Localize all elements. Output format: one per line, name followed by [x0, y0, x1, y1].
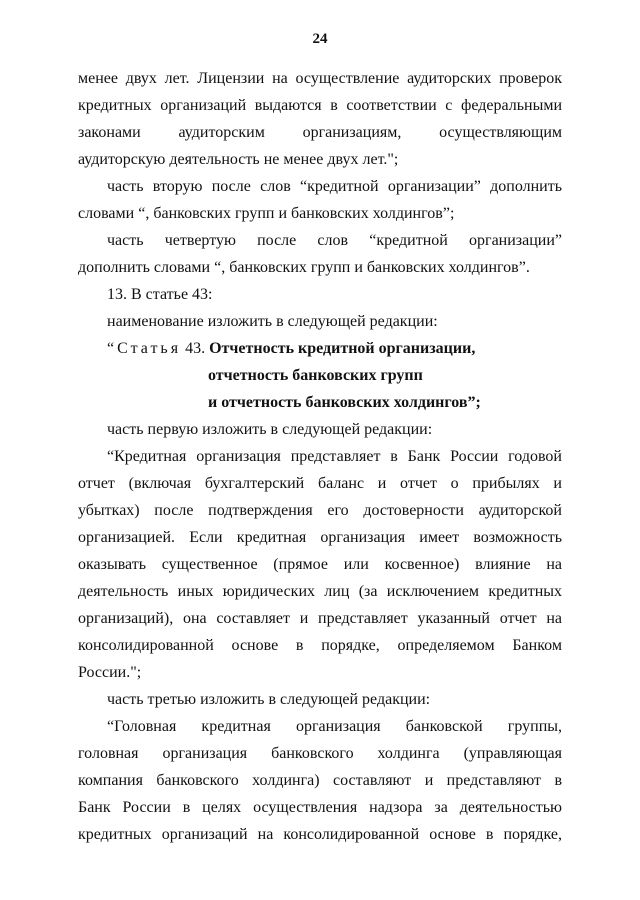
text-line: кредитных организаций на консолидированной основе в порядке, — [78, 826, 562, 843]
text-line: России."; — [78, 664, 142, 681]
text-line: компания банковского холдинга) составляют и представляют в — [78, 772, 562, 789]
text-line: часть третью изложить в следующей редакции: — [107, 691, 431, 708]
page-number: 24 — [312, 31, 328, 47]
text-line: организаций), она составляет и представляет указанный отчет на — [78, 610, 562, 627]
text-line: отчет (включая бухгалтерский баланс и отчет о прибылях и — [78, 475, 562, 492]
text-line: организацией. Если кредитная организация имеет возможность — [78, 529, 562, 546]
article-title: Отчетность кредитной организации, — [209, 340, 476, 357]
text-line: “Головная кредитная организация банковской группы, — [107, 718, 562, 735]
section-heading: 13. В статье 43: — [107, 286, 213, 303]
text-line: убытках) после подтверждения его достоверности аудиторской — [78, 502, 562, 519]
article-heading-line — [107, 339, 475, 359]
text-line: словами “, банковских групп и банковских холдингов”; — [78, 205, 455, 222]
text-line: дополнить словами “, банковских групп и банковских холдингов”. — [78, 259, 530, 276]
text-line: наименование изложить в следующей редакции: — [107, 313, 438, 330]
text-line: кредитных организаций выдаются в соответствии с федеральными — [78, 97, 562, 114]
article-word: “Статья — [107, 340, 182, 357]
text-line: часть четвертую после слов “кредитной организации” — [107, 232, 562, 249]
text-line: часть вторую после слов “кредитной организации” дополнить — [107, 178, 562, 195]
text-line: законами аудиторским организациям, осуществляющим — [78, 124, 562, 141]
text-line: “Кредитная организация представляет в Банк России годовой — [107, 448, 562, 465]
text-line: Банк России в целях осуществления надзора за деятельностью — [78, 799, 562, 816]
text-line: менее двух лет. Лицензии на осуществление аудиторских проверок — [78, 70, 562, 87]
text-line: аудиторскую деятельность не менее двух лет."; — [78, 151, 399, 168]
article-title-line: и отчетность банковских холдингов”; — [208, 394, 481, 411]
article-title-line: отчетность банковских групп — [208, 367, 423, 384]
text-line: головная организация банковского холдинга (управляющая — [78, 745, 562, 762]
text-line: часть первую изложить в следующей редакции: — [107, 421, 433, 438]
text-line: оказывать существенное (прямое или косвенное) влияние на — [78, 556, 562, 573]
text-line: консолидированной основе в порядке, определяемом Банком — [78, 637, 562, 654]
article-number: 43. — [185, 340, 206, 357]
text-line: деятельность иных юридических лиц (за исключением кредитных — [78, 583, 562, 600]
